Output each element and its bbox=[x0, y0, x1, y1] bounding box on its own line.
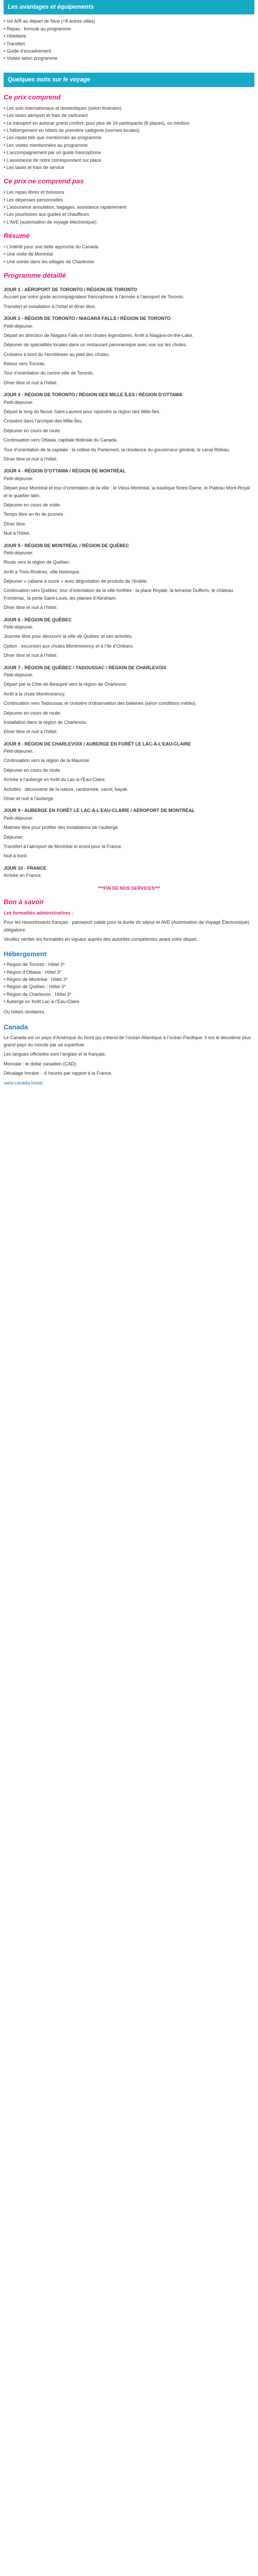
day-title: JOUR 9 - AUBERGE EN FORÊT LE LAC-À-L’EAU-CLAIRE / AÉROPORT DE MONTRÉAL bbox=[4, 808, 195, 814]
day-paragraph: Accueil par votre guide accompagnateur francophone à l’arrivée à l’aéroport de Toronto. bbox=[4, 294, 185, 300]
day-paragraph: Route vers la région de Québec. bbox=[4, 560, 71, 565]
programme-days bbox=[4, 286, 254, 892]
prix-comprend-item: • Les taxes aéroport et frais de carburant bbox=[4, 112, 254, 119]
prix-ne-comprend-item: • L’assurance annulation, bagages, assistance rapatriement bbox=[4, 204, 254, 211]
prix-comprend-item: • L’assistance de notre correspondant sur place bbox=[4, 157, 254, 164]
day-paragraph: ***FIN DE NOS SERVICES*** bbox=[98, 885, 160, 891]
day-paragraph: Continuation vers la région de la Mauricie. bbox=[4, 758, 91, 764]
bon-a-savoir-title: Bon à savoir bbox=[4, 897, 44, 906]
day-title: JOUR 1 - AÉROPORT DE TORONTO / RÉGION DE TORONTO bbox=[4, 286, 137, 292]
hebergement-list bbox=[4, 961, 254, 1005]
day-paragraph: Dîner libre et nuit à l’hôtel. bbox=[4, 605, 58, 611]
page bbox=[0, 0, 258, 1095]
day-paragraph: Dîner et nuit à l’auberge. bbox=[4, 796, 55, 802]
day-paragraph: Croisière à bord du Hornblower au pied des chutes. bbox=[4, 351, 110, 357]
day-paragraph: Petit-déjeuner. bbox=[4, 624, 34, 630]
bon-a-savoir-intro: Les formalités administratives : bbox=[4, 910, 74, 916]
day-paragraph: Transfert et installation à l’hôtel et dîner libre. bbox=[4, 303, 96, 309]
day-title: JOUR 4 - RÉGION D’OTTAWA / RÉGION DE MONTRÉAL bbox=[4, 468, 126, 474]
advantage-item: • Hôtellerie bbox=[4, 32, 254, 40]
day-paragraph: Matinée libre pour profiter des installations de l’auberge. bbox=[4, 825, 119, 831]
prix-ne-comprend-item: • Les repas libres et boissons bbox=[4, 189, 254, 196]
resume-title: Résumé bbox=[4, 232, 30, 240]
resume-item: • Une soirée dans les villages de Charlevoix bbox=[4, 258, 254, 265]
day-paragraph: Dîner libre et nuit à l’hôtel. bbox=[4, 653, 58, 658]
day-title: JOUR 7 - RÉGION DE QUÉBEC / TADOUSSAC / RÉGION DE CHARLEVOIX bbox=[4, 665, 167, 670]
day-paragraph: Dîner libre et nuit à l’hôtel. bbox=[4, 380, 58, 385]
hebergement-note: Ou hôtels similaires. bbox=[4, 1009, 46, 1015]
advantage-item: • Repas : formule au programme bbox=[4, 25, 254, 32]
day-paragraph: Départ pour Montréal et tour d’orientation de la ville : le Vieux-Montréal, la basilique Notre-Dame, le Plateau Mont-Royal et le quartier latin. bbox=[4, 485, 250, 498]
day-paragraph: Dîner libre et nuit à l’hôtel. bbox=[4, 456, 58, 462]
day-title: JOUR 5 - RÉGION DE MONTRÉAL / RÉGION DE QUÉBEC bbox=[4, 543, 130, 548]
day-paragraph: Déjeuner de spécialités locales dans un restaurant panoramique avec vue sur les chutes. bbox=[4, 342, 187, 348]
day-title: JOUR 6 - RÉGION DE QUÉBEC bbox=[4, 617, 72, 622]
day-paragraph: Départ le long du fleuve Saint-Laurent pour rejoindre la région des Mille-Îles. bbox=[4, 409, 161, 415]
day-title: JOUR 10 - FRANCE bbox=[4, 865, 47, 871]
day-paragraph: Continuation vers Ottawa, capitale fédérale du Canada. bbox=[4, 437, 118, 443]
day-paragraph: Petit-déjeuner. bbox=[4, 399, 34, 405]
hebergement-item: • Région d’Ottawa : Hôtel 3* bbox=[4, 969, 254, 976]
prix-ne-comprend-list bbox=[4, 189, 254, 226]
day-paragraph: Petit-déjeuner. bbox=[4, 550, 34, 555]
day-paragraph: Départ en direction de Niagara Falls et ses chutes légendaires. Arrêt à Niagara-on-the-Lake. bbox=[4, 332, 194, 338]
day-paragraph: Tour d’orientation du centre-ville de Toronto. bbox=[4, 370, 94, 376]
day-paragraph: Continuation vers Tadoussac et croisière d’observation des baleines (selon conditions météo). bbox=[4, 701, 197, 706]
canada-link[interactable]: www.canada.travel bbox=[4, 1080, 43, 1086]
day-paragraph: Transfert à l’aéroport de Montréal et envol pour la France. bbox=[4, 844, 123, 849]
day-paragraph: Déjeuner. bbox=[4, 834, 24, 840]
canada-paragraph: Le Canada est un pays d’Amérique du Nord qui s’étend de l’océan Atlantique à l’océan Pacifique. Il est le deuxième plus grand pays du monde par sa superficie. bbox=[4, 1035, 251, 1048]
prix-comprend-item: • Le transport en autocar grand confort, pour plus de 19 participants (8 places), ou minibus bbox=[4, 120, 254, 127]
bon-a-savoir-paragraph: Pour les ressortissants français : passeport valide pour la durée du séjour et AVE (Autorisation de Voyage Électronique) obligatoire. bbox=[4, 920, 250, 933]
advantage-item: • Vol A/R au départ de Nice (+8 autres villes) bbox=[4, 18, 254, 25]
canada-paragraph: Monnaie : le dollar canadien (CAD). bbox=[4, 1061, 77, 1066]
hebergement-item: • Région de Montréal : Hôtel 3* bbox=[4, 976, 254, 983]
day-paragraph: Temps libre en fin de journée. bbox=[4, 512, 65, 517]
resume-list bbox=[4, 243, 254, 265]
advantages-list bbox=[4, 18, 254, 62]
day-paragraph: Petit-déjeuner. bbox=[4, 672, 34, 677]
prix-comprend-item: • Les vols internationaux et domestiques (selon itinéraire) bbox=[4, 105, 254, 112]
day-paragraph: Nuit à bord. bbox=[4, 853, 28, 859]
hebergement-title: Hébergement bbox=[4, 950, 47, 958]
hebergement-item: • Auberge en forêt Lac-à-l’Eau-Claire bbox=[4, 998, 254, 1005]
hebergement-item: • Région de Toronto : Hôtel 3* bbox=[4, 961, 254, 968]
day-paragraph: Petit-déjeuner. bbox=[4, 476, 34, 481]
prix-ne-comprend-item: • Les dépenses personnelles bbox=[4, 196, 254, 204]
advantage-item: • Visites selon programme bbox=[4, 55, 254, 62]
prix-comprend-item: • Les taxes et frais de service bbox=[4, 164, 254, 171]
day-title: JOUR 3 - RÉGION DE TORONTO / RÉGION DES MILLE ÎLES / RÉGION D’OTTAWA bbox=[4, 392, 183, 398]
day-paragraph: Petit-déjeuner. bbox=[4, 749, 34, 754]
prix-ne-comprend-title: Ce prix ne comprend pas bbox=[4, 177, 84, 185]
advantage-item: • Transfert bbox=[4, 40, 254, 47]
day-paragraph: Nuit à l’hôtel. bbox=[4, 531, 31, 536]
day-paragraph: Installation dans la région de Charlevoix. bbox=[4, 719, 88, 725]
prix-ne-comprend-item: • Les pourboires aux guides et chauffeurs bbox=[4, 211, 254, 218]
canada-title: Canada bbox=[4, 1023, 28, 1031]
day-paragraph: Déjeuner « cabane à sucre » avec dégustation de produits de l’érable. bbox=[4, 579, 148, 584]
day-paragraph: Continuation vers Québec, tour d’orientation de la ville fortifiée : la place Royale, la terrasse Dufferin, le château Frontenac, la porte Saint-Louis, les plaines d’Abraham. bbox=[4, 588, 233, 601]
prix-comprend-item: • Les visites mentionnées au programme bbox=[4, 142, 254, 149]
day-paragraph: Dîner libre. bbox=[4, 521, 27, 527]
advantage-item: • Guide d’encadrement bbox=[4, 47, 254, 55]
day-paragraph: Dîner libre et nuit à l’hôtel. bbox=[4, 729, 58, 735]
day-paragraph: Arrêt à Trois-Rivières, ville historique. bbox=[4, 569, 81, 574]
day-paragraph: Déjeuner en cours de visite. bbox=[4, 502, 61, 507]
prix-comprend-title: Ce prix comprend bbox=[4, 93, 61, 101]
day-paragraph: Arrivée à l’auberge en forêt du Lac-à-l’Eau-Claire. bbox=[4, 777, 106, 783]
day-paragraph: Déjeuner en cours de route. bbox=[4, 710, 61, 716]
day-paragraph: Petit-déjeuner. bbox=[4, 323, 34, 329]
day-paragraph: Croisière dans l’archipel des Mille-Îles. bbox=[4, 418, 83, 424]
canada-paragraph: Les langues officielles sont l’anglais et le français. bbox=[4, 1052, 106, 1057]
day-paragraph: Déjeuner en cours de route. bbox=[4, 767, 61, 773]
day-paragraph: Départ par la Côte-de-Beaupré vers la région de Charlevoix. bbox=[4, 682, 128, 687]
hebergement-item: • Région de Québec : Hôtel 3* bbox=[4, 983, 254, 990]
programme-title: Programme détaillé bbox=[4, 272, 66, 280]
day-paragraph: Journée libre pour découvrir la ville de Québec et ses activités. bbox=[4, 634, 133, 639]
moments-section-title: Quelques mots sur le voyage bbox=[4, 73, 254, 87]
day-paragraph: Activités : découverte de la nature, randonnée, canot, kayak. bbox=[4, 786, 128, 792]
day-paragraph: Arrêt à la chute Montmorency. bbox=[4, 691, 66, 697]
prix-ne-comprend-item: • L’AVE (autorisation de voyage électronique) bbox=[4, 218, 254, 226]
prix-comprend-item: • Les repas tels que mentionnés au programme bbox=[4, 134, 254, 141]
resume-item: • Une visite de Montréal bbox=[4, 250, 254, 258]
advantages-section-title: Les avantages et équipements bbox=[4, 0, 254, 14]
bon-a-savoir-paragraph: Veuillez vérifier les formalités en vigueur auprès des autorités compétentes avant votre départ. bbox=[4, 936, 198, 942]
prix-comprend-item: • L’hébergement en hôtels de première catégorie (normes locales) bbox=[4, 127, 254, 134]
canada-paragraph: Décalage horaire : -6 heures par rapport à la France. bbox=[4, 1071, 112, 1076]
day-paragraph: Option : excursion aux chutes Montmorency et à l’île d’Orléans. bbox=[4, 643, 134, 649]
resume-item: • L’intérêt pour une belle approche du Canada bbox=[4, 243, 254, 250]
day-paragraph: Tour d’orientation de la capitale : la colline du Parlement, la résidence du gouverneur général, le canal Rideau. bbox=[4, 447, 231, 452]
day-title: JOUR 2 - RÉGION DE TORONTO / NIAGARA FALLS / RÉGION DE TORONTO bbox=[4, 316, 171, 321]
day-title: JOUR 8 - RÉGION DE CHARLEVOIX / AUBERGE EN FORÊT LE LAC-À-L’EAU-CLAIRE bbox=[4, 741, 191, 747]
day-paragraph: Petit-déjeuner. bbox=[4, 815, 34, 821]
hebergement-item: • Région de Charlevoix : Hôtel 3* bbox=[4, 991, 254, 998]
day-paragraph: Arrivée en France. bbox=[4, 873, 42, 878]
prix-comprend-list bbox=[4, 105, 254, 172]
prix-comprend-item: • L’accompagnement par un guide francophone bbox=[4, 149, 254, 156]
day-paragraph: Retour vers Toronto. bbox=[4, 361, 46, 367]
day-paragraph: Déjeuner en cours de route. bbox=[4, 428, 61, 433]
